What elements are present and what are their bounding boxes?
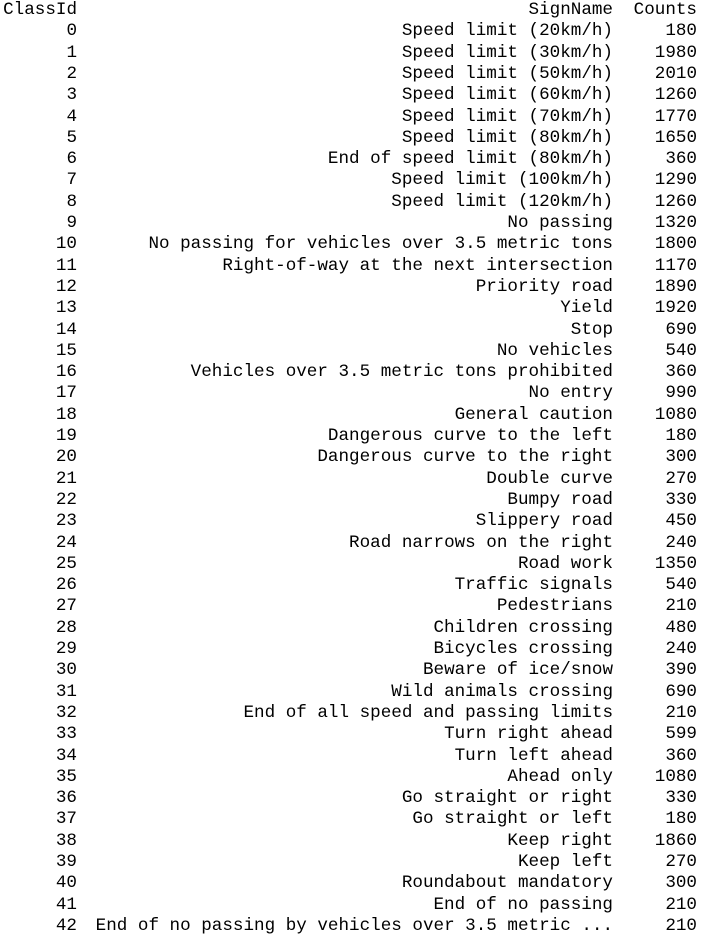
table-row [0, 192, 707, 213]
class-id-cell: 3 [66, 85, 77, 106]
table-row [0, 21, 707, 42]
table-row [0, 788, 707, 809]
sign-name-cell: Traffic signals [454, 575, 613, 596]
class-id-cell: 31 [55, 681, 77, 702]
table-row [0, 831, 707, 852]
table-row [0, 128, 707, 149]
table-row [0, 682, 707, 703]
count-cell: 1320 [654, 213, 697, 233]
count-cell: 1770 [654, 106, 697, 127]
sign-name-cell: Road narrows on the right [349, 532, 613, 553]
table-row [0, 362, 707, 383]
count-cell: 270 [665, 852, 697, 872]
header-row [0, 0, 707, 21]
class-id-cell: 11 [55, 255, 77, 276]
sign-name-cell: Bicycles crossing [433, 639, 613, 659]
sign-name-cell: Bumpy road [507, 489, 613, 510]
table-row [0, 426, 707, 447]
class-id-cell: 33 [55, 724, 77, 745]
sign-name-cell: Speed limit (30km/h) [401, 42, 613, 63]
table-row [0, 277, 707, 298]
count-cell: 1080 [654, 404, 697, 425]
class-id-cell: 25 [55, 553, 77, 574]
count-cell: 240 [665, 532, 697, 553]
class-id-cell: 23 [55, 511, 77, 532]
count-cell: 240 [665, 639, 697, 659]
sign-name-cell: Keep right [507, 830, 613, 851]
class-id-cell: 14 [55, 319, 77, 340]
table-row [0, 341, 707, 362]
sign-name-cell: Right-of-way at the next intersection [222, 255, 613, 276]
sign-name-cell: Go straight or left [412, 809, 613, 830]
class-id-cell: 10 [55, 234, 77, 255]
class-id-cell: 8 [66, 191, 77, 212]
class-id-cell: 38 [55, 830, 77, 851]
table-row [0, 149, 707, 170]
table-row [0, 64, 707, 85]
sign-name-cell: Speed limit (70km/h) [401, 106, 613, 127]
count-cell: 210 [665, 894, 697, 915]
sign-name-cell: Speed limit (20km/h) [401, 21, 613, 42]
table-row [0, 43, 707, 64]
sign-name-cell: General caution [454, 404, 613, 425]
count-cell: 540 [665, 340, 697, 361]
count-cell: 210 [665, 596, 697, 617]
count-cell: 540 [665, 575, 697, 596]
sign-name-cell: End of all speed and passing limits [243, 702, 613, 723]
count-cell: 1290 [654, 170, 697, 191]
count-cell: 450 [665, 511, 697, 532]
table-row [0, 575, 707, 596]
class-id-cell: 18 [55, 404, 77, 425]
table-row [0, 256, 707, 277]
count-cell: 690 [665, 681, 697, 702]
count-cell: 1170 [654, 255, 697, 276]
table-row [0, 618, 707, 639]
table-row [0, 724, 707, 745]
table-row [0, 469, 707, 490]
table-row [0, 490, 707, 511]
class-id-cell: 17 [55, 383, 77, 404]
sign-name-cell: Yield [560, 298, 613, 319]
sign-name-cell: Road work [517, 553, 613, 574]
sign-name-cell: No passing for vehicles over 3.5 metric tons [148, 234, 613, 255]
sign-name-cell: Stop [570, 319, 613, 340]
sign-name-cell: Children crossing [433, 617, 613, 638]
class-id-cell: 42 [55, 915, 77, 936]
class-id-cell: 16 [55, 362, 77, 383]
count-cell: 180 [665, 809, 697, 830]
class-id-cell: 1 [66, 42, 77, 63]
count-cell: 360 [665, 745, 697, 766]
class-id-cell: 9 [66, 213, 77, 233]
table-row [0, 447, 707, 468]
table-row [0, 809, 707, 830]
count-cell: 180 [665, 426, 697, 446]
class-id-cell: 34 [55, 745, 77, 766]
class-id-cell: 40 [55, 873, 77, 894]
sign-name-cell: Speed limit (60km/h) [401, 85, 613, 106]
column-header-sign-name: SignName [528, 0, 613, 20]
class-id-cell: 13 [55, 298, 77, 319]
count-cell: 1800 [654, 234, 697, 255]
count-cell: 2010 [654, 63, 697, 84]
table-row [0, 85, 707, 106]
class-id-cell: 12 [55, 276, 77, 297]
class-id-cell: 41 [55, 894, 77, 915]
sign-name-cell: Speed limit (120km/h) [391, 191, 613, 212]
class-id-cell: 7 [66, 170, 77, 191]
column-header-counts: Counts [633, 0, 697, 20]
class-id-cell: 15 [55, 340, 77, 361]
count-cell: 1890 [654, 276, 697, 297]
sign-name-cell: Ahead only [507, 766, 613, 787]
count-cell: 1260 [654, 191, 697, 212]
sign-name-cell: Speed limit (50km/h) [401, 63, 613, 84]
sign-name-cell: Speed limit (100km/h) [391, 170, 613, 191]
sign-name-cell: Double curve [486, 468, 613, 489]
class-id-cell: 27 [55, 596, 77, 617]
count-cell: 300 [665, 447, 697, 468]
sign-name-cell: Wild animals crossing [391, 681, 613, 702]
class-id-cell: 32 [55, 702, 77, 723]
class-id-cell: 0 [66, 21, 77, 42]
table-row [0, 639, 707, 660]
table-row [0, 660, 707, 681]
count-cell: 599 [665, 724, 697, 745]
count-cell: 1980 [654, 42, 697, 63]
class-id-cell: 37 [55, 809, 77, 830]
count-cell: 360 [665, 149, 697, 170]
table-row [0, 213, 707, 234]
class-id-cell: 26 [55, 575, 77, 596]
count-cell: 300 [665, 873, 697, 894]
class-id-cell: 4 [66, 106, 77, 127]
table-row [0, 916, 707, 937]
table-row [0, 895, 707, 916]
sign-name-cell: Go straight or right [401, 788, 613, 809]
class-id-cell: 39 [55, 852, 77, 872]
count-cell: 1650 [654, 127, 697, 148]
sign-name-cell: Slippery road [475, 511, 613, 532]
table-row [0, 596, 707, 617]
class-id-cell: 29 [55, 639, 77, 659]
table-row [0, 405, 707, 426]
sign-name-cell: End of speed limit (80km/h) [327, 149, 613, 170]
count-cell: 390 [665, 660, 697, 681]
count-cell: 360 [665, 362, 697, 383]
table-row [0, 873, 707, 894]
count-cell: 180 [665, 21, 697, 42]
table-row [0, 746, 707, 767]
sign-name-cell: End of no passing [433, 894, 613, 915]
table-row [0, 703, 707, 724]
count-cell: 990 [665, 383, 697, 404]
table-row [0, 170, 707, 191]
table-row [0, 767, 707, 788]
table-row [0, 234, 707, 255]
count-cell: 1920 [654, 298, 697, 319]
table-row [0, 298, 707, 319]
sign-name-cell: Beware of ice/snow [422, 660, 613, 681]
class-id-cell: 36 [55, 788, 77, 809]
sign-name-cell: Priority road [475, 276, 613, 297]
sign-name-cell: End of no passing by vehicles over 3.5 metric ... [95, 915, 613, 936]
class-id-cell: 5 [66, 127, 77, 148]
class-id-cell: 28 [55, 617, 77, 638]
sign-name-cell: Dangerous curve to the left [327, 426, 613, 446]
class-id-cell: 22 [55, 489, 77, 510]
table-row [0, 533, 707, 554]
class-id-cell: 30 [55, 660, 77, 681]
count-cell: 270 [665, 468, 697, 489]
class-id-cell: 24 [55, 532, 77, 553]
count-cell: 1350 [654, 553, 697, 574]
count-cell: 480 [665, 617, 697, 638]
count-cell: 330 [665, 788, 697, 809]
sign-name-cell: Keep left [517, 852, 613, 872]
class-id-cell: 19 [55, 426, 77, 446]
sign-name-cell: Roundabout mandatory [401, 873, 613, 894]
count-cell: 690 [665, 319, 697, 340]
count-cell: 210 [665, 702, 697, 723]
class-id-cell: 2 [66, 63, 77, 84]
table-row [0, 383, 707, 404]
class-id-cell: 6 [66, 149, 77, 170]
sign-name-cell: Dangerous curve to the right [317, 447, 613, 468]
count-cell: 330 [665, 489, 697, 510]
sign-name-cell: No entry [528, 383, 613, 404]
class-id-cell: 20 [55, 447, 77, 468]
table-row [0, 852, 707, 873]
sign-name-cell: No vehicles [496, 340, 613, 361]
table-row [0, 511, 707, 532]
class-id-cell: 35 [55, 766, 77, 787]
count-cell: 1080 [654, 766, 697, 787]
count-cell: 1260 [654, 85, 697, 106]
count-cell: 1860 [654, 830, 697, 851]
class-id-cell: 21 [55, 468, 77, 489]
sign-name-cell: Turn right ahead [444, 724, 613, 745]
sign-name-cell: No passing [507, 213, 613, 233]
sign-name-cell: Speed limit (80km/h) [401, 127, 613, 148]
count-cell: 210 [665, 915, 697, 936]
column-header-class-id: ClassId [3, 0, 77, 20]
sign-name-cell: Vehicles over 3.5 metric tons prohibited [190, 362, 613, 383]
table-row [0, 320, 707, 341]
sign-name-cell: Pedestrians [496, 596, 613, 617]
table-row [0, 554, 707, 575]
sign-name-cell: Turn left ahead [454, 745, 613, 766]
table-row [0, 107, 707, 128]
